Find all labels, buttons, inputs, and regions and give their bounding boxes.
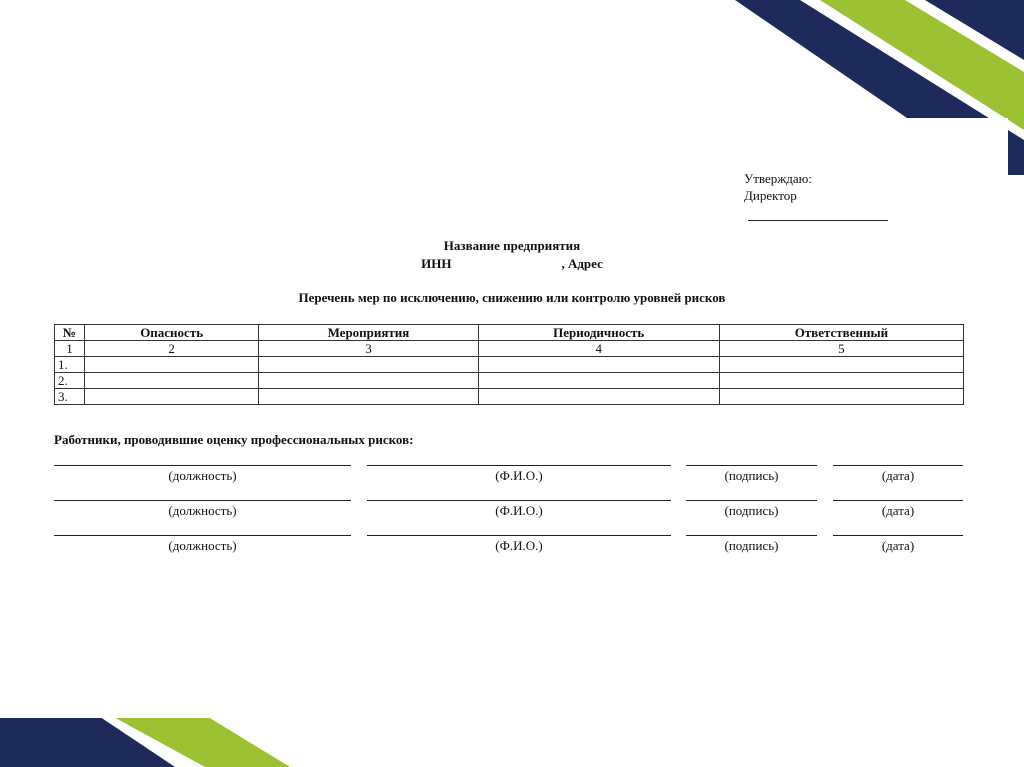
name-field: (Ф.И.О.) <box>367 535 671 554</box>
position-field: (должность) <box>54 465 351 484</box>
table-row <box>55 373 964 389</box>
table-cell: 1. <box>55 357 85 373</box>
table-cell <box>84 389 258 405</box>
signature-row <box>0 535 1024 565</box>
table-cell <box>84 373 258 389</box>
table-row <box>55 357 964 373</box>
document-title: Перечень мер по исключению, снижению или контролю уровней рисков <box>298 290 726 305</box>
table-cell <box>259 389 478 405</box>
table-cell: 3. <box>55 389 85 405</box>
signature-row <box>0 500 1024 530</box>
column-header: Ответственный <box>719 325 963 341</box>
workers-title: Работники, проводившие оценку профессиональных рисков: <box>54 432 414 447</box>
table-cell <box>478 373 719 389</box>
table-cell <box>478 357 719 373</box>
column-number: 2 <box>84 341 258 357</box>
column-number: 3 <box>259 341 478 357</box>
inn-label: ИНН <box>421 256 452 271</box>
signature-field: (подпись) <box>686 500 817 519</box>
position-field: (должность) <box>54 500 351 519</box>
table-row <box>55 389 964 405</box>
column-header: Периодичность <box>478 325 719 341</box>
table-cell <box>84 357 258 373</box>
table-cell <box>719 389 963 405</box>
approval-label: Утверждаю: <box>744 171 812 186</box>
date-field: (дата) <box>833 500 963 519</box>
signature-field: (подпись) <box>686 535 817 554</box>
date-field: (дата) <box>833 535 963 554</box>
column-number: 1 <box>55 341 85 357</box>
table-cell <box>719 357 963 373</box>
address-label: , Адрес <box>561 256 603 271</box>
director-label: Директор <box>744 188 797 203</box>
name-field: (Ф.И.О.) <box>367 500 671 519</box>
director-signature-line <box>748 214 888 221</box>
signature-field: (подпись) <box>686 465 817 484</box>
organization-name: Название предприятия <box>443 238 581 253</box>
table-cell <box>259 357 478 373</box>
table-cell <box>478 389 719 405</box>
table-header-row <box>55 325 964 341</box>
signature-row <box>0 465 1024 495</box>
column-header: Мероприятия <box>259 325 478 341</box>
name-field: (Ф.И.О.) <box>367 465 671 484</box>
column-header: Опасность <box>84 325 258 341</box>
position-field: (должность) <box>54 535 351 554</box>
approval-block <box>744 170 888 221</box>
table-cell <box>719 373 963 389</box>
column-header: № <box>55 325 85 341</box>
column-numbering-row <box>55 341 964 357</box>
table-cell <box>259 373 478 389</box>
column-number: 4 <box>478 341 719 357</box>
measures-table <box>54 324 964 405</box>
column-number: 5 <box>719 341 963 357</box>
inn-address-line <box>0 256 1024 272</box>
table-cell: 2. <box>55 373 85 389</box>
date-field: (дата) <box>833 465 963 484</box>
